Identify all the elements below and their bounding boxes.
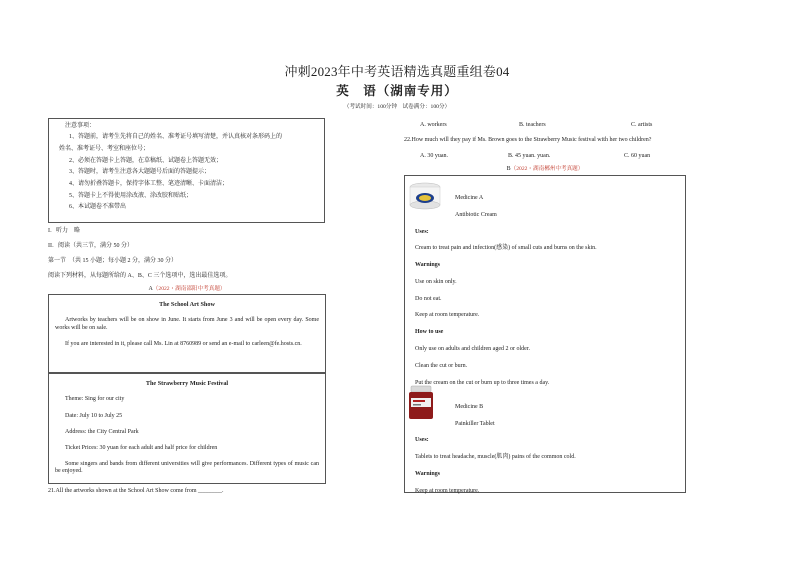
section-listening: I．听力 略 <box>48 228 80 234</box>
notice-item: 6、本试题卷不准带出 <box>69 204 127 211</box>
medicine-a-uses: Cream to treat pain and infection(感染) of small cuts and burns on the skin. <box>415 245 597 252</box>
festival-line: Ticket Prices: 30 yuan for each adult and half price for children <box>65 445 218 451</box>
q21-option-b: B. teachers <box>519 122 546 128</box>
section-instruction: 阅读下列材料，从每题所给的 A、B、C 三个选项中，选出最佳选项。 <box>48 273 232 279</box>
source-tag: （2022・湖南郴州中考真题） <box>510 166 584 172</box>
uses-heading: Uses: <box>415 228 429 235</box>
art-show-paragraph: Artworks by teachers will be on show in June. It starts from June 3 and will be open every day. Some works will be on sale. <box>55 317 319 331</box>
q21-option-a: A. workers <box>420 122 447 128</box>
passage-label: B <box>506 166 511 172</box>
medicine-a-type: Antibiotic Cream <box>455 211 497 218</box>
medicine-b-type: Painkiller Tablet <box>455 420 495 427</box>
art-show-title: The School Art Show <box>159 301 215 308</box>
passage-b-label <box>404 166 686 173</box>
page-title: 冲刺2023年中考英语精选真题重组卷04 <box>284 64 510 79</box>
q22-option-c: C. 60 yuan <box>624 153 651 159</box>
warnings-heading: Warnings <box>415 262 441 269</box>
section-part1: 第一节 （共 15 小题；每小题 2 分，满分 30 分） <box>48 258 178 264</box>
music-festival-title: The Strawberry Music Festival <box>145 380 229 387</box>
festival-line: Theme: Sing for our city <box>65 396 125 403</box>
exam-meta: （考试时间：100分钟 试卷满分：100分） <box>343 104 451 110</box>
medicine-a-name: Medicine A <box>455 195 484 201</box>
notice-item: 姓名、准考证号、考室和座位号； <box>59 145 150 152</box>
how-to-use-line: Clean the cut or burn. <box>415 362 468 369</box>
notice-item: 5、答题卡上不得使用涂改液、涂改胶和贴纸； <box>69 192 193 199</box>
medicine-b-name: Medicine B <box>455 403 484 410</box>
festival-line: Date: July 10 to July 25 <box>65 412 123 419</box>
how-to-use-line: Put the cream on the cut or burn up to three times a day. <box>415 379 550 386</box>
art-show-box <box>48 294 326 373</box>
notice-item: 4、请勿折叠答题卡，保持字体工整、笔迹清晰、卡面清洁； <box>69 180 229 187</box>
question-22: 22.How much will they pay if Ms. Brown goes to the Strawberry Music festival with her two children? <box>404 137 652 143</box>
warning-line: Do not eat. <box>415 295 442 302</box>
how-to-use-line: Only use on adults and children aged 2 or older. <box>415 346 530 353</box>
uses-heading: Uses: <box>415 437 429 444</box>
notice-box <box>48 118 325 223</box>
medicine-box <box>404 175 686 493</box>
festival-line: Address: the City Central Park <box>65 428 139 435</box>
question-21: 21.All the artworks shown at the School Art Show come from ________. <box>48 488 224 494</box>
notice-item: 1、答题前，请考生先将自己的姓名、准考证号填写清楚，并认真核对条形码上的 <box>69 134 283 141</box>
notice-item: 3、答题时，请考生注意各大题题号后面的答题提示； <box>69 169 211 176</box>
music-festival-box <box>48 373 326 484</box>
q22-option-a: A. 30 yuan. <box>420 153 448 159</box>
warning-line: Use on skin only. <box>415 278 457 285</box>
how-to-use-heading: How to use <box>415 329 444 336</box>
notice-item: 2、必须在答题卡上答题，在草稿纸、试题卷上答题无效； <box>69 157 223 164</box>
passage-label: A <box>148 286 153 292</box>
section-reading: II．阅读（共三节，满分 50 分） <box>48 243 133 249</box>
passage-a-label <box>48 286 326 293</box>
medicine-b-uses: Tablets to treat headache, muscle(肌肉) pains of the common cold. <box>415 454 576 461</box>
q22-option-b: B. 45 yuan. yuan. <box>508 153 551 159</box>
festival-paragraph: Some singers and bands from different universities will give performances. Different types of music can be enjoyed. <box>55 461 319 475</box>
art-show-paragraph: If you are interested in it, please call Ms. Lin at 8760989 or send an e-mail to carleen@fe.hosts.cn. <box>65 340 302 347</box>
warning-line: Keep at room temperature. <box>415 487 480 494</box>
warning-line: Keep at room temperature. <box>415 312 480 319</box>
page-subtitle: 英 语（湖南专用） <box>336 84 458 98</box>
source-tag: （2022・湖南邵阳中考真题） <box>152 286 226 292</box>
warnings-heading: Warnings <box>415 470 441 477</box>
q21-option-c: C. artists <box>631 122 653 128</box>
notice-heading: 注意事项： <box>65 123 96 129</box>
